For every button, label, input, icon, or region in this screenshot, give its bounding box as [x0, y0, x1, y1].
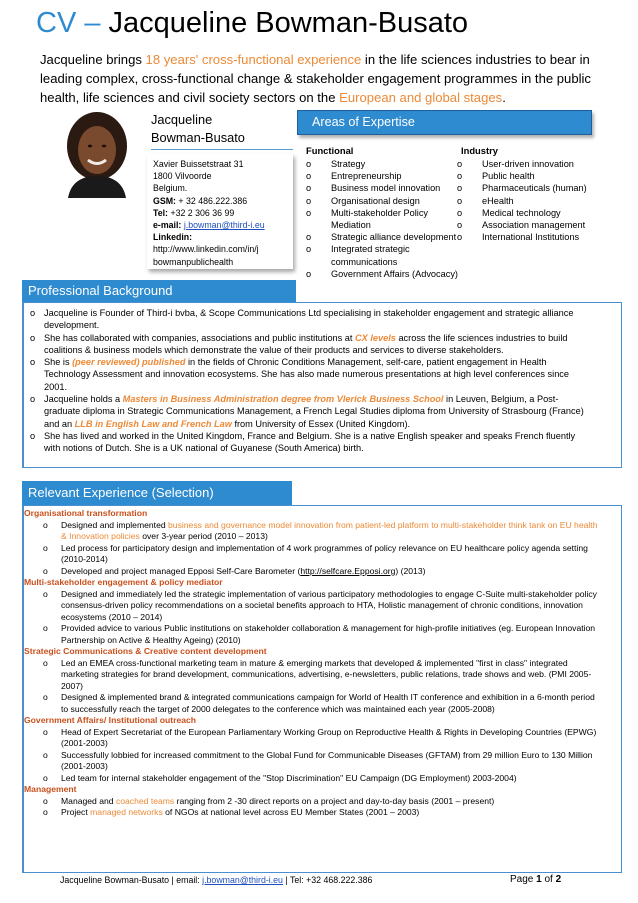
intro-highlight: 18 years' cross-functional experience [145, 52, 362, 67]
bullet-text: She has lived and worked in the United Kingdom, France and Belgium. She is a native English speaker and speaks French fluently with notions of Dutch. She is a UK national of Guyanese (South America) birth. [44, 430, 576, 454]
intro-highlight: European and global stages [339, 90, 503, 105]
experience-group [24, 646, 620, 715]
list-item: o Led an EMEA cross-functional marketing team in mature & emerging markets that developed & implemented "first in class" integrated marketing strategies for brand development, communications, advertising, e-newsletters, public relations, trade shows and web. (PMI 2005-2007) [24, 658, 620, 693]
relevant-experience-header: Relevant Experience (Selection) [22, 481, 292, 505]
intro-text: . [502, 90, 506, 105]
list-item: o Led team for internal stakeholder engagement of the "Stop Discrimination" EU Campaign (DG Employment) 2003-2004) [24, 773, 620, 785]
bullet-highlight: managed networks [90, 807, 163, 817]
bullet-text: across the life sciences industries to build coalitions & business models which demonstrate the value of their products and services to diverse stakeholders. [44, 332, 568, 355]
email-label: e-mail: [153, 220, 182, 231]
list-item [24, 796, 620, 808]
group-title: Multi-stakeholder engagement & policy mediator [24, 577, 223, 587]
title-prefix: CV – [36, 7, 101, 39]
list-item [30, 356, 590, 393]
bullet-highlight: (peer reviewed) published [72, 357, 186, 368]
bullet-text: Designed and implemented [61, 519, 169, 530]
bullet-text: She is [44, 357, 73, 368]
list-item [30, 393, 590, 430]
bullet-highlight: LLB in English Law and French Law [74, 418, 232, 429]
bullet-text: ) (2013) [395, 565, 426, 576]
list-item: o Public health [457, 170, 637, 182]
list-item [24, 566, 620, 578]
gsm-value: + 32 486.222.386 [175, 195, 248, 206]
list-item: o Strategy [306, 158, 466, 170]
group-title: Government Affairs/ Institutional outreach [24, 715, 197, 725]
list-item: o Pharmaceuticals (human) [457, 182, 637, 194]
list-item: o International Institutions [457, 231, 637, 243]
tel-label: Tel: [153, 207, 168, 218]
group-title: Organisational transformation [24, 508, 148, 518]
bullet-text: of NGOs at national level across EU Member States (2001 – 2003) [162, 807, 420, 817]
group-title: Strategic Communications & Creative content development [24, 646, 267, 656]
list-item [24, 807, 620, 819]
list-item: o Led process for participatory design and implementation of 4 work programmes of policy relevance on EU healthcare policy agenda setting (2010-2014) [24, 543, 620, 566]
bullet-text: in the fields of Chronic Conditions Management, self-care, patient engagement in Health Technology Assessment and innovation ecosystems. She has also made numerous presentations at high level conferences since 2001. [44, 357, 570, 392]
list-item: o Successfully lobbied for increased commitment to the Global Fund for Communicable Diseases (GFTAM) from 29 million Euro to 130 Million (2001-2003) [24, 750, 620, 773]
experience-group [24, 508, 620, 577]
title-name: Jacqueline Bowman-Busato [100, 7, 469, 39]
linkedin-url[interactable]: bowmanpublichealth [153, 256, 234, 267]
list-item: o User-driven innovation [457, 158, 637, 170]
page-number [510, 874, 561, 886]
list-item: o Strategic alliance development [306, 231, 466, 243]
industry-list [457, 158, 637, 243]
experience-group [24, 715, 620, 784]
bullet-text: over 3-year period (2010 – 2013) [139, 531, 268, 541]
bullet-text: in Leuven, Belgium, a Post-graduate diploma in Strategic Communications Management, a French Legal Studies diploma from University of Strasbourg (France) and an [44, 394, 584, 429]
list-item [30, 332, 590, 357]
linkedin-url[interactable]: http://www.linkedin.com/in/j [153, 244, 259, 255]
bullet-text: Jacqueline holds a [44, 394, 123, 405]
bullet-text: Managed and [61, 795, 116, 806]
intro-paragraph [40, 50, 592, 107]
tel-line [153, 207, 293, 219]
bullet-highlight: coached teams [115, 795, 175, 806]
functional-heading: Functional [306, 145, 354, 156]
name-line: Bowman-Busato [151, 130, 245, 145]
footer-email-link[interactable]: j.bowman@third-i.eu [202, 875, 283, 885]
functional-list [306, 158, 466, 280]
list-item: o Head of Expert Secretariat of the European Parliamentary Working Group on Reproductive Health & Rights in Developing Countries (EPWG) (2001-2003) [24, 727, 620, 750]
page-word: Page [510, 874, 537, 885]
intro-text: Jacqueline brings [40, 52, 146, 67]
list-item: o Organisational design [306, 195, 466, 207]
linkedin-label: Linkedin: [153, 232, 193, 243]
bullet-text: Developed and project managed Epposi Self-Care Barometer ( [61, 565, 301, 576]
intro-text: in the life sciences industries to bear in leading complex, cross-functional change & stakeholder engagement programmes in the public health, life sciences and civil society sectors on the [40, 52, 591, 105]
list-item: o Business model innovation [306, 182, 466, 194]
group-title: Management [24, 784, 77, 794]
email-link[interactable]: j.bowman@third-i.eu [183, 220, 265, 231]
experience-group [24, 784, 620, 819]
name-line: Jacqueline [151, 112, 213, 127]
barometer-link[interactable]: http://selfcare.Epposi.org [300, 565, 396, 576]
address-line: 1800 Vilvoorde [153, 171, 212, 182]
list-item: o Designed & implemented brand & integrated communications campaign for World of Health IT conference and exhibition in a 6-month period to successfully reach the target of 2000 delegates to the conference which was maintained each year (2005-2008) [24, 692, 620, 715]
gsm-label: GSM: [153, 195, 176, 206]
professional-background-header: Professional Background [22, 280, 296, 302]
list-item: o Provided advice to various Public institutions on stakeholder collaboration & management for high-profile initiatives (eg. European Innovation Partnership on Active & Healthy Ageing) (2010) [24, 623, 620, 646]
professional-background-list [30, 307, 590, 455]
bullet-highlight: business and governance model innovation from patient-led platform to multi-stakeholder think tank on EU health & Innovation policies [61, 519, 598, 541]
list-item: o Integrated strategic communications [306, 243, 466, 267]
person-name [151, 111, 291, 147]
bullet-text: She has collaborated with companies, associations and public institutions at [44, 332, 356, 343]
list-item: o Entrepreneurship [306, 170, 466, 182]
page-current: 1 [536, 874, 542, 885]
bullet-highlight: Masters in Business Administration degree from Vlerick Business School [122, 394, 444, 405]
list-item [30, 307, 590, 332]
bullet-text: Project [61, 807, 91, 817]
list-item: o Designed and immediately led the strategic implementation of various participatory methodologies to engage C-Suite multi-stakeholder policy consensus-driven policy recommendations on a societal benefits approach to HTA, Holistic management of chronic conditions, innovation ecosystems (2010 – 2014) [24, 589, 620, 624]
profile-photo [56, 106, 138, 198]
list-item: o Government Affairs (Advocacy) [306, 268, 466, 280]
gsm-line [153, 195, 293, 207]
page-title [36, 6, 626, 40]
industry-heading: Industry [461, 145, 498, 156]
footer-text: Jacqueline Bowman-Busato | email: [60, 875, 203, 885]
list-item [30, 430, 590, 455]
divider [151, 149, 293, 150]
bullet-text: Jacqueline is Founder of Third-i bvba, & Scope Communications Ltd specialising in stakeholder engagement and strategic alliance development. [44, 308, 574, 331]
page-total: 2 [555, 874, 562, 885]
page-of: of [541, 874, 556, 885]
footer-text: | Tel: +32 468.222.386 [282, 875, 373, 885]
tel-value: +32 2 306 36 99 [168, 207, 235, 218]
areas-of-expertise-header: Areas of Expertise [297, 110, 592, 135]
list-item: o eHealth [457, 195, 637, 207]
list-item: o Multi-stakeholder Policy Mediation [306, 207, 466, 231]
list-item: o Association management [457, 219, 637, 231]
bullet-text: from University of Essex (United Kingdom). [231, 418, 411, 429]
list-item [24, 520, 620, 543]
contact-card [147, 154, 293, 269]
address-line: Xavier Buissetstraat 31 [153, 159, 244, 169]
list-item: o Medical technology [457, 207, 637, 219]
bullet-highlight: CX levels [355, 332, 396, 343]
address-country: Belgium. [153, 183, 188, 194]
email-line [153, 219, 293, 231]
bullet-text: ranging from 2 -30 direct reports on a project and day-to-day basis (2001 – present) [174, 795, 495, 806]
experience-group [24, 577, 620, 646]
experience-content [24, 508, 620, 819]
